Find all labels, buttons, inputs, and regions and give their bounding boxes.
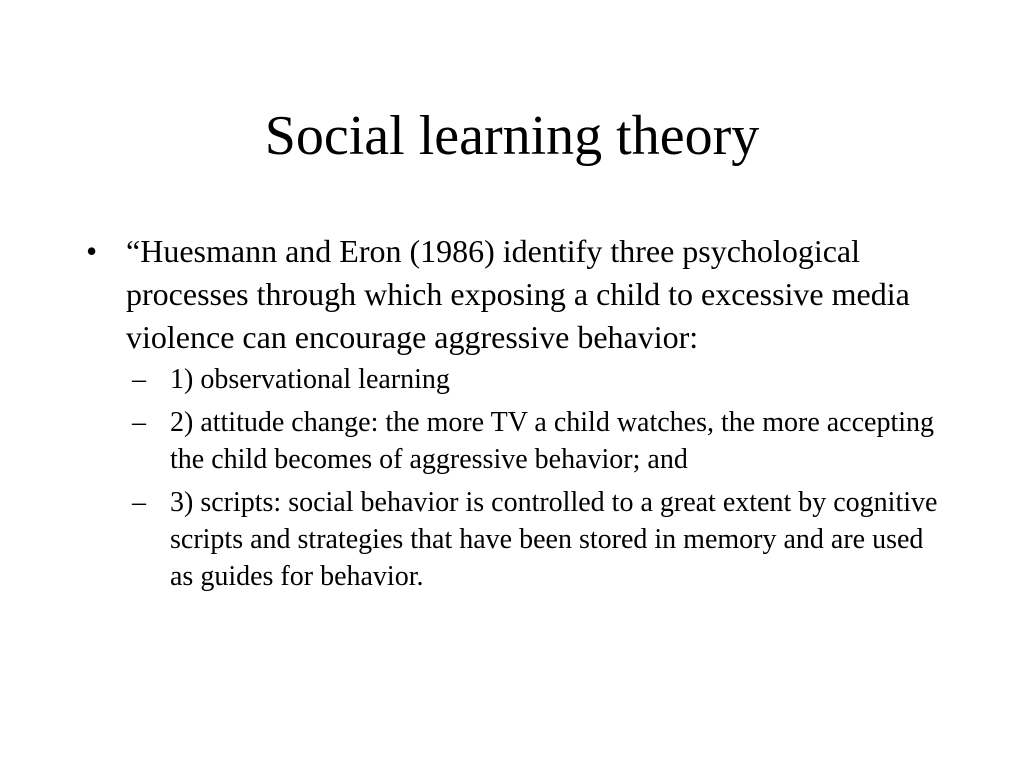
sub-bullet-text: 1) observational learning — [170, 364, 450, 395]
sub-bullet-marker: – — [132, 487, 146, 518]
sub-bullet-text: 3) scripts: social behavior is controlled to a great extent by cognitive scripts and strategies that have been stored in memory and are used as guides for behavior. — [170, 487, 938, 592]
slide-title: Social learning theory — [264, 105, 760, 167]
sub-bullet-list — [84, 361, 964, 595]
sub-bullet-marker: – — [132, 364, 146, 395]
sub-bullet-item — [132, 404, 942, 478]
bullet-marker: • — [86, 233, 98, 269]
bullet-text: “Huesmann and Eron (1986) identify three psychological processes through which exposing a child to excessive media violence can encourage aggressive behavior: — [126, 233, 910, 355]
bullet-item — [84, 230, 946, 359]
sub-bullet-item — [132, 484, 942, 595]
sub-bullet-text: 2) attitude change: the more TV a child watches, the more accepting the child becomes of aggressive behavior; and — [170, 407, 935, 475]
sub-bullet-marker: – — [132, 407, 146, 438]
sub-bullet-item — [132, 361, 942, 398]
slide-body — [84, 230, 964, 601]
